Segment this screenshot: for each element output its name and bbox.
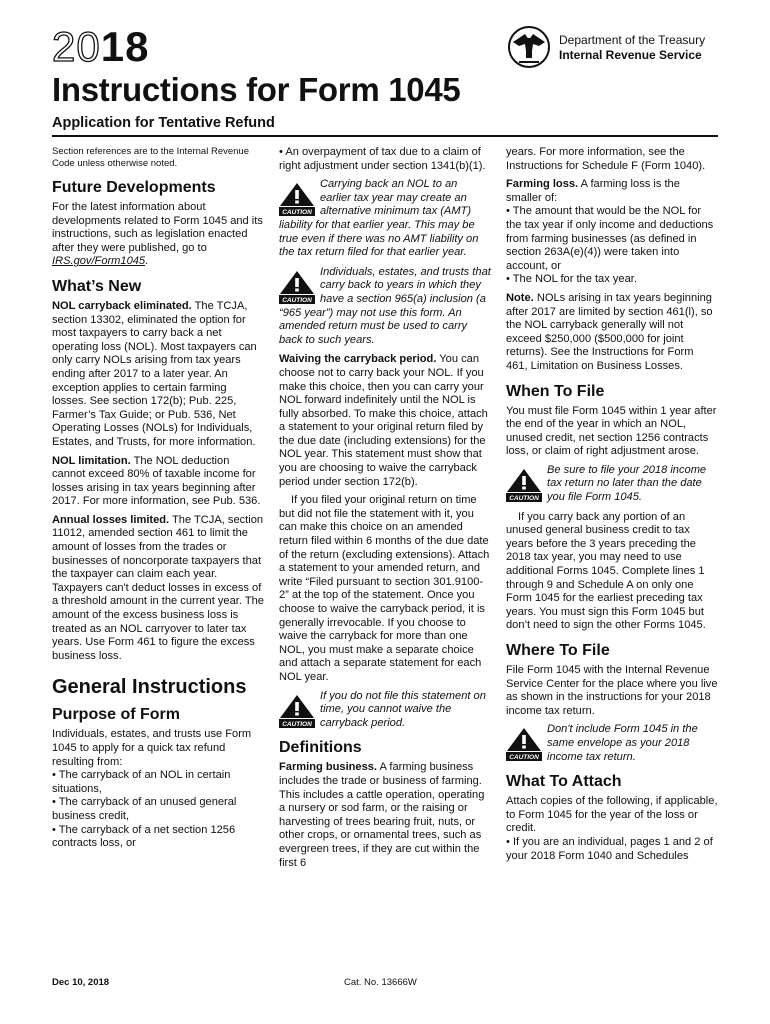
future-developments-text: For the latest information about developments related to Form 1045 and its instructions, such as legislation enacted after they were published, go to IRS.gov/Form1045. [52,201,263,268]
farming-business-continued: years. For more information, see the Instructions for Schedule F (Form 1040). [506,146,706,172]
footer-date: Dec 10, 2018 [52,977,110,988]
column-3 [506,146,718,863]
caution-note-5: CAUTION Don't include Form 1045 in the same envelope as your 2018 income tax return. [506,723,718,764]
column-1 [52,146,264,851]
dept-line-1: Department of the Treasury [559,33,706,47]
irs-eagle-logo-icon [505,24,555,70]
farming-loss-bullet-2: • The NOL for the tax year. [506,273,718,287]
page-subtitle: Application for Tentative Refund [52,115,275,131]
intro-note: Section references are to the Internal Revenue Code unless otherwise noted. [52,146,249,169]
purpose-of-form-heading: Purpose of Form [52,706,181,724]
dept-line-2: Internal Revenue Service [559,48,702,62]
when-to-file-heading: When To File [506,382,605,400]
caution-icon [506,468,542,502]
purpose-bullet-4: • An overpayment of tax due to a claim of right adjustment under section 1341(b)(1). [279,146,491,173]
caution-icon [279,270,315,304]
svg-text:CAUTION: CAUTION [509,754,539,762]
where-to-file-text: File Form 1045 with the Internal Revenue Service Center for the place where you live as shown in the instructions for your 2018 income tax return. [506,664,718,717]
svg-text:CAUTION: CAUTION [282,720,312,728]
document-year: 2018 [52,23,150,70]
waiving-carryback-paragraph: Waiving the carryback period. You can choose not to carry back your NOL. If you make this choice, then you can carry your NOL forward indefinitely until the NOL is fully absorbed. To make this choice, attach a statement to your original return filed by the due date (including extensions) for the NOL year. This statement must show that you are choosing to waive the carryback period under section 172(b). [279,353,488,488]
form1045-link[interactable]: IRS.gov/Form1045 [52,255,146,268]
note-paragraph: Note. NOLs arising in tax years beginning after 2017 are limited by section 461(l), so the NOL carryback generally will not exceed $250,000 ($500,000 for joint returns). See the Instructions for Form 461, Limitation on Business Losses. [506,291,713,372]
footer-catalog-number: Cat. No. 13666W [344,977,417,988]
definitions-heading: Definitions [279,739,362,757]
svg-text:CAUTION: CAUTION [509,494,539,502]
caution-icon [279,694,315,728]
annual-losses-paragraph: Annual losses limited. The TCJA, section 11012, amended section 461 to limit the amount of losses from the trades or businesses of noncorporate taxpayers that the taxpayer can claim each year. Taxpayers can't deduct losses in excess of a threshold amount in the current year. The amount of the excess business loss is treated as an NOL carryover to later tax years. Use Form 461 to figure the excess business loss. [52,513,264,662]
waiving-carryback-paragraph-2: If you filed your original return on time but did not file the statement with it, you can make this choice on an amended return filed within 6 months of the due date of the return (excluding extensions). Attach a statement to your amended return, and write “Filed pursuant to section 301.9100-2” at the top of the statement. Once you choose to waive the carryback period, it is generally irrevocable. If you choose to waive the carryback for more than one NOL, you must make a separate choice and attach a separate statement for each NOL year. [279,494,490,683]
svg-text:CAUTION: CAUTION [282,209,312,217]
nol-carryback-paragraph: NOL carryback eliminated. The TCJA, section 13302, eliminated the option for most taxpayers to carry back a net operating loss (NOL). Most taxpayers can only carry NOLs arising from tax years ending after 2017 to a later year. An exception applies to certain farming losses. See section 172(b); Pub. 225, Farmer’s Tax Guide; or Pub. 536, Net Operating Losses (NOLs) for Individuals, Estates, and Trusts, for more information. [52,299,257,448]
purpose-bullet-2: • The carryback of an unused general business credit, [52,796,264,823]
farming-loss-bullet-1: • The amount that would be the NOL for the tax year if only income and deductions from farming businesses (as defined in section 263A(e)(4)) were taken into account, or [506,205,718,273]
header-divider [52,135,718,137]
where-to-file-heading: Where To File [506,642,610,659]
farming-loss-paragraph: Farming loss. A farming loss is the smaller of: [506,178,680,204]
svg-text:CAUTION: CAUTION [282,296,312,304]
future-developments-heading: Future Developments [52,179,216,196]
purpose-text: Individuals, estates, and trusts use Form 1045 to apply for a quick tax refund resulting from: [52,728,252,768]
purpose-bullet-1: • The carryback of an NOL in certain situations, [52,769,264,796]
caution-note-4: CAUTION Be sure to file your 2018 income tax return no later than the date you file Form 1045. [506,464,718,505]
caution-icon [279,182,315,216]
agency-block [559,33,705,63]
purpose-bullet-3: • The carryback of a net section 1256 contracts loss, or [52,824,264,851]
what-to-attach-text: Attach copies of the following, if applicable, to Form 1045 for the year of the loss or credit. [506,795,718,835]
general-instructions-heading: General Instructions [52,676,247,699]
caution-note-3: CAUTION If you do not file this statement on time, you cannot waive the carryback period. [279,690,491,731]
whats-new-heading: What’s New [52,277,142,295]
column-2 [279,146,491,875]
when-to-file-text: You must file Form 1045 within 1 year after the end of the year in which an NOL, unused credit, net section 1256 contracts loss, or claim of right adjustment arose. [506,404,717,458]
what-to-attach-heading: What To Attach [506,773,622,791]
nol-limitation-paragraph: NOL limitation. The NOL deduction cannot exceed 80% of taxable income for losses arising in tax years beginning after 2017. For more information, see Pub. 536. [52,454,261,508]
farming-business-paragraph: Farming business. A farming business includes the trade or business of farming. This includes a cattle operation, operating a nursery or sod farm, or the raising or harvesting of trees bearing fruit, nuts, or other crops, or ornamental trees, such as evergreen trees, if they are cut within the first 6 [279,761,485,869]
when-to-file-paragraph-2: If you carry back any portion of an unused general business credit to tax years before the 3 years preceding the 2018 tax year, you may need to use additional Forms 1045. Complete lines 1 through 9 and Schedule A on only one Form 1045 for the earliest preceding tax years. You must sign this Form 1045 but don’t need to sign the other Forms 1045. [506,510,706,632]
caution-icon [506,727,542,761]
caution-note-2: CAUTION Individuals, estates, and trusts that carry back to years in which they have a section 965(a) inclusion (a “965 year”) may not use this form. An amended return must be used to carry back to such years. [279,265,491,346]
caution-note-1: CAUTION Carrying back an NOL to an earlier tax year may create an alternative minimum tax (AMT) liability for that earlier year. This may be true even if there was no AMT liability on the tax return filed for that earlier year. [279,178,479,259]
attach-bullet-1: • If you are an individual, pages 1 and 2 of your 2018 Form 1040 and Schedules [506,836,718,863]
page-title: Instructions for Form 1045 [52,71,461,108]
